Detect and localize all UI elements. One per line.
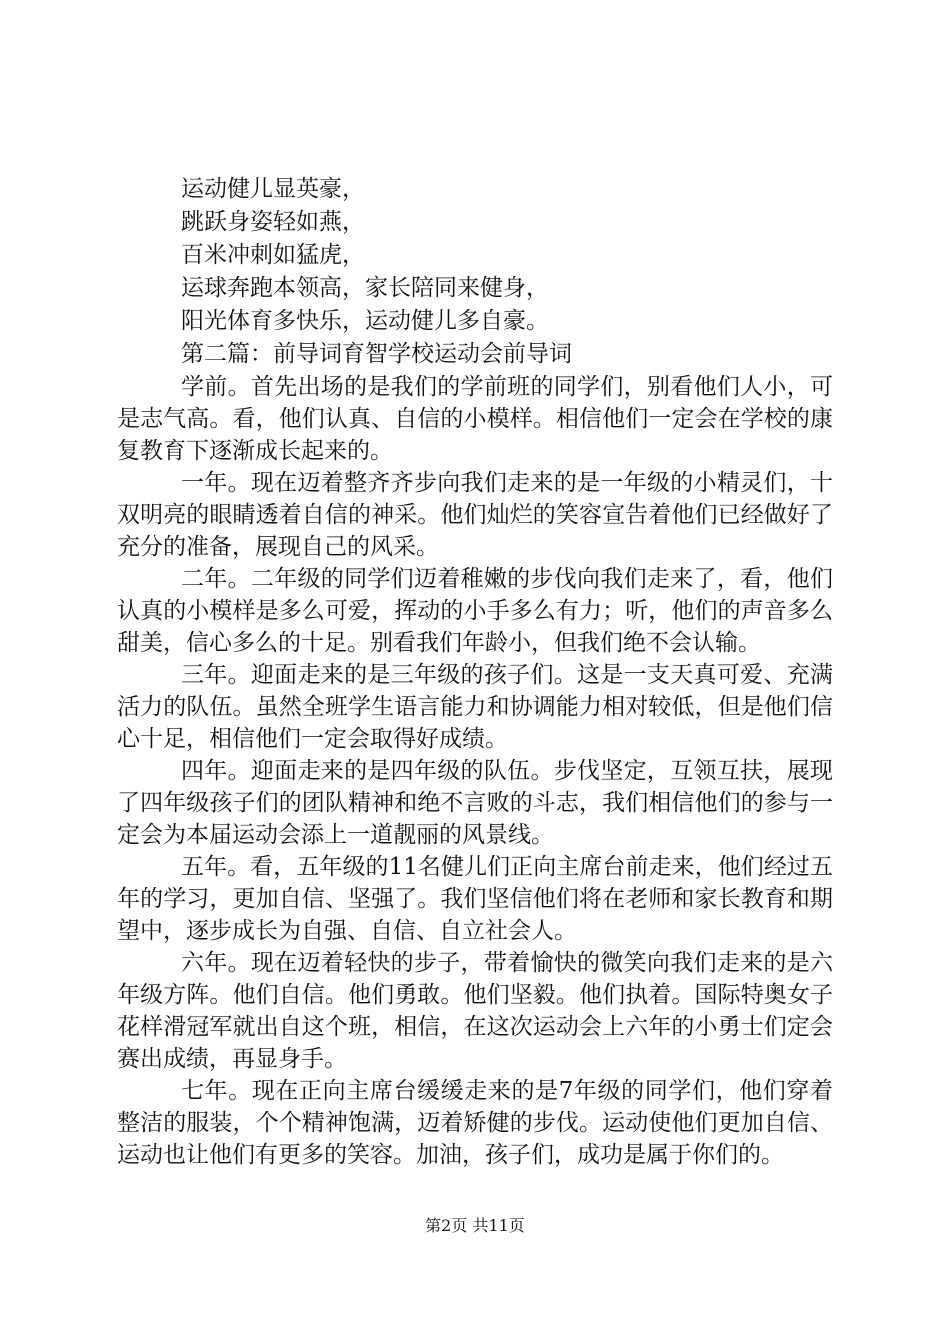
paragraph-grade-5: 五年。看，五年级的11名健儿们正向主席台前走来，他们经过五年的学习，更加自信、坚强了。我们坚信他们将在老师和家长教育和期望中，逐步成长为自强、自信、自立社会人。: [117, 854, 833, 944]
paragraph-grade-7: 七年。现在正向主席台缓缓走来的是7年级的同学们，他们穿着整洁的服装，个个精神饱满，迈着矫健的步伐。运动使他们更加自信、运动也让他们有更多的笑容。加油，孩子们，成功是属于你们的。: [117, 1078, 833, 1168]
paragraph-preschool: 学前。首先出场的是我们的学前班的同学们，别看他们人小，可是志气高。看，他们认真、自信的小模样。相信他们一定会在学校的康复教育下逐渐成长起来的。: [117, 374, 833, 464]
poem-line: 运动健儿显英豪，: [181, 176, 365, 202]
paragraph-grade-1: 一年。现在迈着整齐齐步向我们走来的是一年级的小精灵们，十双明亮的眼睛透着自信的神采。他们灿烂的笑容宣告着他们已经做好了充分的准备，展现自己的风采。: [117, 470, 833, 560]
page-footer: 第2页 共11页: [425, 1216, 525, 1235]
paragraph-grade-2: 二年。二年级的同学们迈着稚嫩的步伐向我们走来了，看，他们认真的小模样是多么可爱，挥动的小手多么有力；听，他们的声音多么甜美，信心多么的十足。别看我们年龄小，但我们绝不会认输。: [117, 566, 833, 656]
poem-line: 阳光体育多快乐，运动健儿多自豪。: [181, 308, 549, 334]
paragraph-grade-6: 六年。现在迈着轻快的步子，带着愉快的微笑向我们走来的是六年级方阵。他们自信。他们勇敢。他们坚毅。他们执着。国际特奥女子花样滑冠军就出自这个班，相信，在这次运动会上六年的小勇士们定会赛出成绩，再显身手。: [117, 950, 833, 1072]
section-title: 第二篇：前导词育智学校运动会前导词: [181, 341, 572, 367]
document-body: [117, 173, 833, 1171]
paragraph-grade-4: 四年。迎面走来的是四年级的队伍。步伐坚定，互领互扶，展现了四年级孩子们的团队精神和绝不言败的斗志，我们相信他们的参与一定会为本届运动会添上一道靓丽的风景线。: [117, 758, 833, 848]
poem-line: 运球奔跑本领高，家长陪同来健身，: [181, 275, 549, 301]
poem-line: 百米冲刺如猛虎，: [181, 242, 365, 268]
paragraph-grade-3: 三年。迎面走来的是三年级的孩子们。这是一支天真可爱、充满活力的队伍。虽然全班学生语言能力和协调能力相对较低，但是他们信心十足，相信他们一定会取得好成绩。: [117, 662, 833, 752]
poem-line: 跳跃身姿轻如燕，: [181, 209, 365, 235]
